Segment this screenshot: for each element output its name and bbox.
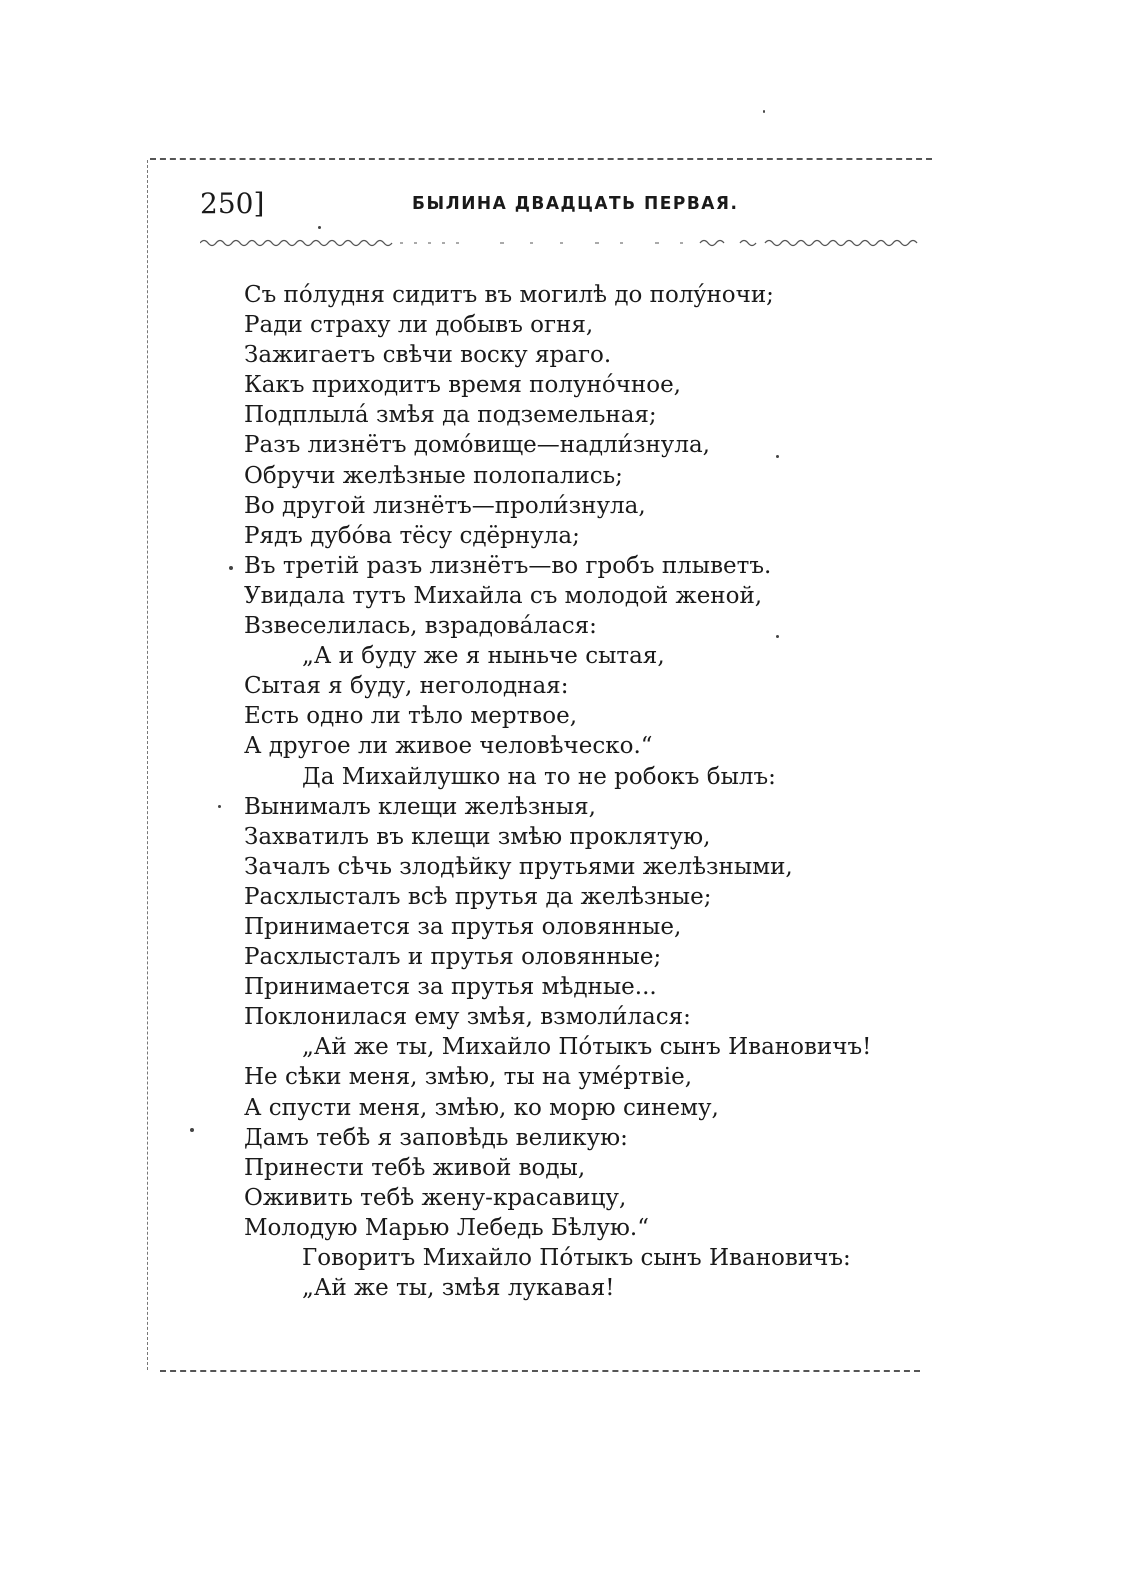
verse-line: Да Михайлушко на то не робокъ былъ: bbox=[302, 763, 776, 790]
verse-line: Во другой лизнётъ—проли́знула, bbox=[244, 492, 646, 519]
verse-line: Поклонилася ему змѣя, взмоли́лася: bbox=[244, 1004, 691, 1031]
verse-line: „Ай же ты, змѣя лукавая! bbox=[302, 1275, 615, 1302]
verse-line: А спусти меня, змѣю, ко морю синему, bbox=[244, 1094, 719, 1121]
verse-line: Расхлысталъ всѣ прутья да желѣзные; bbox=[244, 883, 712, 910]
print-speck bbox=[190, 1128, 194, 1132]
verse-line: Есть одно ли тѣло мертвое, bbox=[244, 703, 578, 730]
print-speck bbox=[763, 110, 765, 113]
verse-line: Не сѣки меня, змѣю, ты на умéртвіе, bbox=[244, 1064, 693, 1091]
verse-line: Принести тебѣ живой воды, bbox=[244, 1154, 586, 1181]
verse-line: Разъ лизнётъ домóвище—надли́знула, bbox=[244, 432, 710, 459]
page-number: 250] bbox=[200, 187, 265, 220]
verse-line: Подплылá змѣя да подземельная; bbox=[244, 402, 657, 429]
verse-line: Принимается за прутья мѣдные... bbox=[244, 974, 657, 1001]
verse-line: Расхлысталъ и прутья оловянные; bbox=[244, 944, 662, 971]
verse-line: А другое ли живое человѣческо.“ bbox=[244, 733, 653, 760]
verse-line: Захватилъ въ клещи змѣю проклятую, bbox=[244, 823, 711, 850]
verse-line: Оживить тебѣ жену-красавицу, bbox=[244, 1184, 627, 1211]
print-speck bbox=[776, 635, 779, 638]
verse-text bbox=[244, 280, 934, 1303]
verse-line: Зажигаетъ свѣчи воску яраго. bbox=[244, 342, 612, 369]
verse-line: Зачалъ сѣчь злодѣйку прутьями желѣзными, bbox=[244, 853, 793, 880]
wavy-ornament-divider bbox=[200, 236, 922, 250]
verse-line: „А и буду же я ныньче сытая, bbox=[302, 643, 665, 670]
verse-line: Вынималъ клещи желѣзныя, bbox=[244, 793, 596, 820]
verse-line: Говоритъ Михайло Пóтыкъ сынъ Ивановичъ: bbox=[302, 1245, 851, 1271]
verse-line: Съ пóлудня сидитъ въ могилѣ до полýночи; bbox=[244, 282, 774, 308]
verse-line: Рядъ дубóва тёсу сдёрнула; bbox=[244, 522, 580, 549]
verse-line: Принимается за прутья оловянные, bbox=[244, 913, 682, 940]
bottom-rule bbox=[160, 1370, 920, 1372]
verse-line: Взвеселилась, взрадовáлася: bbox=[244, 613, 597, 640]
print-speck bbox=[229, 566, 233, 570]
page-header bbox=[200, 182, 930, 226]
page-edge-line bbox=[147, 160, 148, 1370]
verse-line: Сытая я буду, неголодная: bbox=[244, 673, 569, 700]
running-title: БЫЛИНА ДВАДЦАТЬ ПЕРВАЯ. bbox=[412, 193, 739, 215]
verse-line: „Ай же ты, Михайло Пóтыкъ сынъ Ивановичъ! bbox=[302, 1034, 872, 1061]
print-speck bbox=[776, 455, 779, 458]
print-speck bbox=[318, 226, 321, 229]
verse-line: Обручи желѣзные полопались; bbox=[244, 462, 623, 489]
top-rule bbox=[150, 158, 932, 160]
verse-line: Дамъ тебѣ я заповѣдь великую: bbox=[244, 1124, 628, 1151]
verse-line: Увидала тутъ Михайла съ молодой женой, bbox=[244, 582, 763, 609]
verse-line: Молодую Марью Лебедь Бѣлую.“ bbox=[244, 1214, 649, 1241]
verse-line: Ради страху ли добывъ огня, bbox=[244, 312, 594, 339]
print-speck bbox=[218, 805, 221, 808]
verse-line: Какъ приходитъ время полунóчное, bbox=[244, 372, 681, 399]
verse-line: Въ третій разъ лизнётъ—во гробъ плыветъ. bbox=[244, 552, 772, 579]
